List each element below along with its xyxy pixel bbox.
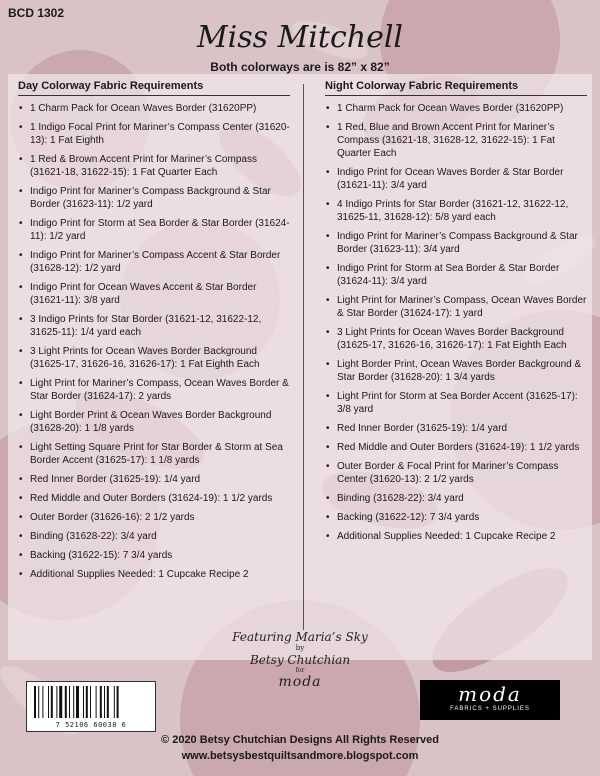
list-item: • Red Middle and Outer Borders (31624-19): 1 1/2 yards [18,492,290,505]
barcode-bar [51,686,53,718]
designer-name: Betsy Chutchian [249,653,351,667]
list-item: • 1 Red, Blue and Brown Accent Print for Mariner’s Compass (31621-18, 31628-12, 31622-15): 1 Fat Quarter Each [325,121,587,160]
barcode-bar [76,686,79,718]
barcode-number: 7 52106 60038 6 [55,721,127,729]
barcode-bar [83,686,84,718]
list-item: • Light Print for Storm at Sea Border Accent (31625-17): 3/8 yard [325,390,587,416]
list-item: • 3 Indigo Prints for Star Border (31621-12, 31622-12, 31625-11): 1/4 yard each [18,313,290,339]
list-item: • Indigo Print for Ocean Waves Border & Star Border (31621-11): 3/4 yard [325,166,587,192]
list-item: • Light Border Print, Ocean Waves Border Background & Star Border (31628-20): 1 3/4 yards [325,358,587,384]
list-item: • Light Print for Mariner’s Compass, Ocean Waves Border & Star Border (31624-17): 2 yards [18,377,290,403]
list-item: • Indigo Print for Ocean Waves Accent & Star Border (31621-11): 3/8 yard [18,281,290,307]
for-label: for [295,667,305,674]
list-item: • Light Border Print & Ocean Waves Border Background (31628-20): 1 1/8 yards [18,409,290,435]
website-link[interactable]: www.betsysbestquiltsandmore.blogspot.com [181,750,419,762]
barcode-bar [96,686,97,718]
list-item: • Outer Border (31626-16): 2 1/2 yards [18,511,290,524]
barcode-bars [34,686,148,718]
list-item: • 1 Red & Brown Accent Print for Mariner’s Compass (31621-18, 31622-15): 1 Fat Quarter Each [18,153,290,179]
barcode-bar [69,686,70,718]
barcode-bar [48,686,49,718]
list-item: • Indigo Print for Storm at Sea Border & Star Border (31624-11): 3/4 yard [325,262,587,288]
pattern-size: Both colorways are is 82” x 82” [210,60,390,74]
moda-logo [420,680,560,720]
list-item: • Indigo Print for Storm at Sea Border & Star Border (31624-11): 1/2 yard [18,217,290,243]
list-item: • Additional Supplies Needed: 1 Cupcake Recipe 2 [18,568,290,581]
barcode-bar [114,686,115,718]
list-item: • 3 Light Prints for Ocean Waves Border Background (31625-17, 31626-16, 31626-17): 1 Fat Eighth Each [325,326,587,352]
list-item: • 3 Light Prints for Ocean Waves Border Background (31625-17, 31626-16, 31626-17): 1 Fat Eighth Each [18,345,290,371]
list-item: • Red Inner Border (31625-19): 1/4 yard [18,473,290,486]
barcode-bar [117,686,119,718]
list-item: • Light Setting Square Print for Star Border & Storm at Sea Border Accent (31625-17): 1 1/8 yards [18,441,290,467]
list-item: • 1 Charm Pack for Ocean Waves Border (31620PP) [325,102,587,115]
moda-logo-name: moda [458,682,522,706]
list-item: • Red Middle and Outer Borders (31624-19): 1 1/2 yards [325,441,587,454]
list-item: • Light Print for Mariner’s Compass, Ocean Waves Border & Star Border (31624-17): 1 yard [325,294,587,320]
barcode-bar [56,686,57,718]
night-colorway-column [325,80,587,549]
night-fabric-list [325,102,587,543]
barcode-bar [73,686,74,718]
barcode-bar [90,686,91,718]
list-item: • Indigo Print for Mariner’s Compass Accent & Star Border (31628-12): 1/2 yard [18,249,290,275]
list-item: • 1 Indigo Focal Print for Mariner’s Compass Center (31620-13): 1 Fat Eighth [18,121,290,147]
day-colorway-heading: Day Colorway Fabric Requirements [18,80,290,96]
featuring-line: Featuring Maria’s Sky [232,630,368,644]
pattern-title: Miss Mitchell [196,20,404,55]
barcode [26,681,156,732]
moda-logo-tagline: FABRICS + SUPPLIES [450,706,530,712]
copyright-text: © 2020 Betsy Chutchian Designs All Rights Reserved [161,734,439,746]
barcode-bar [59,686,62,718]
list-item: • Binding (31628-22): 3/4 yard [325,492,587,505]
barcode-bar [107,686,109,718]
list-item: • Backing (31622-15): 7 3/4 yards [18,549,290,562]
list-item: • Additional Supplies Needed: 1 Cupcake Recipe 2 [325,530,587,543]
list-item: • Outer Border & Focal Print for Mariner’s Compass Center (31620-13): 2 1/2 yards [325,460,587,486]
list-item: • Binding (31628-22): 3/4 yard [18,530,290,543]
barcode-bar [65,686,67,718]
list-item: • Indigo Print for Mariner’s Compass Background & Star Border (31623-11): 1/2 yard [18,185,290,211]
day-fabric-list [18,102,290,581]
by-label: by [295,644,305,652]
brand-name: moda [278,674,322,690]
barcode-bar [34,686,36,718]
list-item: • Indigo Print for Mariner’s Compass Background & Star Border (31623-11): 3/4 yard [325,230,587,256]
featuring-credit [212,630,388,690]
night-colorway-heading: Night Colorway Fabric Requirements [325,80,587,96]
barcode-bar [86,686,88,718]
barcode-bar [38,686,39,718]
barcode-bar [100,686,102,718]
day-colorway-column [18,80,290,587]
barcode-bar [104,686,105,718]
pattern-code: BCD 1302 [8,6,65,20]
list-item: • 4 Indigo Prints for Star Border (31621-12, 31622-12, 31625-11, 31628-12): 5/8 yard each [325,198,587,224]
barcode-bar [42,686,43,718]
column-divider [303,84,304,630]
list-item: • 1 Charm Pack for Ocean Waves Border (31620PP) [18,102,290,115]
list-item: • Backing (31622-12): 7 3/4 yards [325,511,587,524]
list-item: • Red Inner Border (31625-19): 1/4 yard [325,422,587,435]
